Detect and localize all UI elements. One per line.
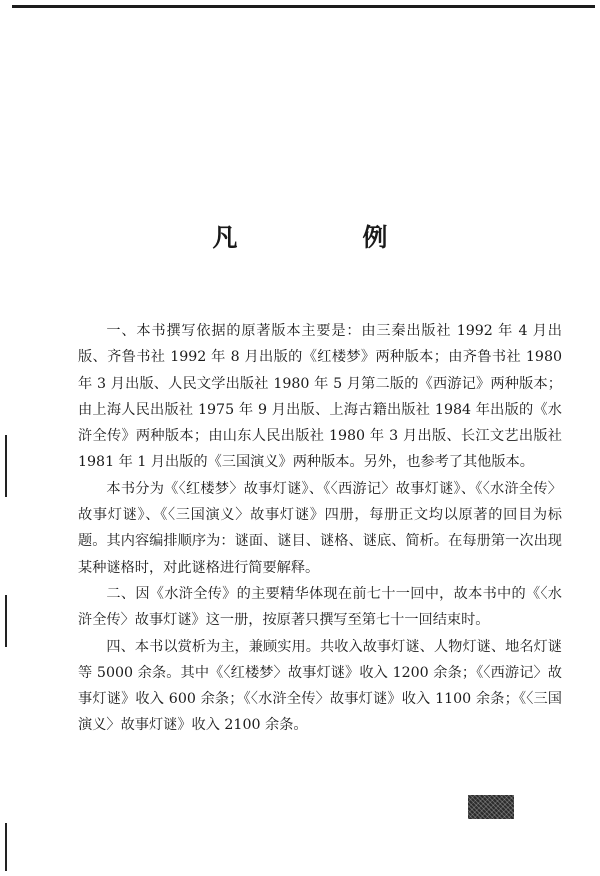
- left-margin-mark: [5, 823, 7, 871]
- paragraph-4: 四、本书以赏析为主，兼顾实用。共收入故事灯谜、人物灯谜、地名灯谜等 5000 余条。其中《〈红楼梦〉故事灯谜》收入 1200 余条；《〈西游记〉故事灯谜》收入 600 余条；《〈水浒全传〉故事灯谜》收入 1100 余条；《〈三国演义〉故事灯谜》收入 2100 余条。: [78, 638, 562, 734]
- paragraph-1: 一、本书撰写依据的原著版本主要是：由三秦出版社 1992 年 4 月出版、齐鲁书社 1992 年 8 月出版的《红楼梦》两种版本；由齐鲁书社 1980 年 3 月出版、人民文学出版社 1980 年 5 月第二版的《西游记》两种版本；由上海人民出版社 1975 年 9 月出版、上海古籍出版社 1984 年出版的《水浒全传》两种版本；由山东人民出版社 1980 年 3 月出版、长江文艺出版社 1981 年 1 月出版的《三国演义》两种版本。另外，也参考了其他版本。: [78, 323, 562, 471]
- paragraph-3: 二、因《水浒全传》的主要精华体现在前七十一回中，故本书中的《〈水浒全传〉故事灯谜》这一册，按原著只撰写至第七十一回结束时。: [78, 585, 562, 629]
- left-margin-mark: [5, 435, 7, 497]
- left-margin-mark: [5, 595, 7, 647]
- paragraph-2: 本书分为《〈红楼梦〉故事灯谜》、《〈西游记〉故事灯谜》、《〈水浒全传〉故事灯谜》、《〈三国演义〉故事灯谜》四册，每册正文均以原著的回目为标题。其内容编排顺序为：谜面、谜目、谜格、谜底、简析。在每册第一次出现某种谜格时，对此谜格进行简要解释。: [78, 480, 562, 576]
- page-title: 凡 例: [212, 223, 438, 252]
- body-text: [78, 318, 562, 739]
- top-rule: [12, 5, 595, 8]
- page-number-block: [468, 795, 514, 819]
